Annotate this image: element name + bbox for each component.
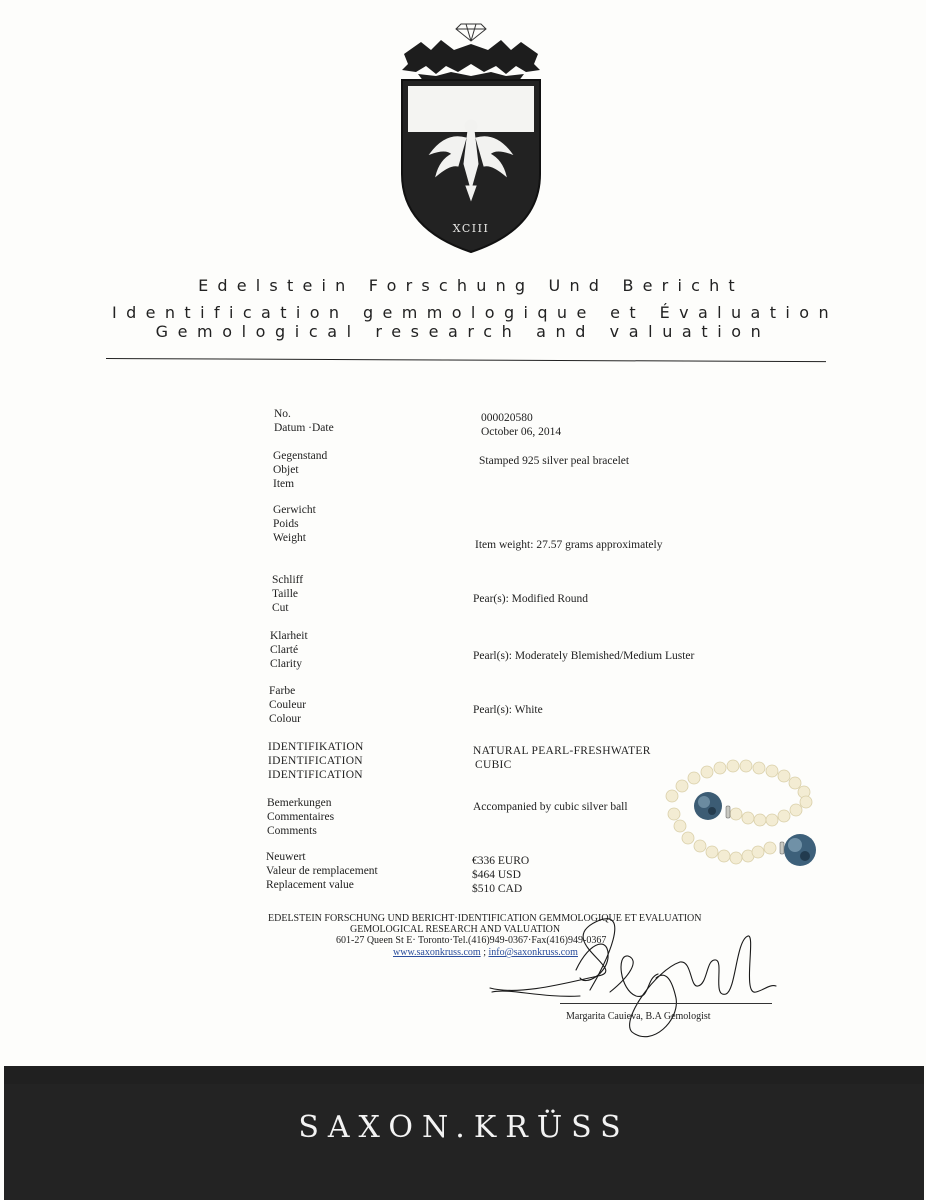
website-link[interactable]: www.saxonkruss.com [393,947,481,958]
label-replacement-en: Replacement value [266,879,354,891]
label-item-fr: Objet [273,464,299,476]
label-identification-fr: IDENTIFICATION [268,755,363,767]
value-replacement-cad: $510 CAD [472,883,523,895]
brand-name: SAXON.KRÜSS [298,1110,630,1145]
label-clarity-en: Clarity [270,658,302,670]
signatory-name: Margarita Cauieva, B.A Gemologist [566,1011,711,1022]
value-cut: Pear(s): Modified Round [473,593,588,605]
label-clarity-fr: Clarté [270,644,299,656]
value-replacement-eur: €336 EURO [472,855,530,867]
crest-numeral: XCIII [452,222,490,235]
label-date: Datum ·Date [274,422,334,434]
email-link[interactable]: info@saxonkruss.com [488,947,578,958]
footer-line-1: EDELSTEIN FORSCHUNG UND BERICHT·IDENTIFICATION GEMMOLOGIQUE ET EVALUATION [268,913,702,924]
footer-link-separator: ; [483,947,486,958]
label-colour-fr: Couleur [269,699,307,711]
signature [480,900,780,1050]
label-colour-en: Colour [269,713,301,725]
label-item-de: Gegenstand [273,450,328,462]
value-colour: Pearl(s): White [473,704,543,716]
diamond-icon [456,24,486,41]
label-identification-de: IDENTIFIKATION [268,741,364,753]
label-colour-de: Farbe [269,685,296,697]
label-comments-fr: Commentaires [267,811,335,823]
label-cut-de: Schliff [272,574,304,586]
value-replacement-usd: $464 USD [472,869,521,881]
header-divider [106,358,826,362]
label-clarity-de: Klarheit [270,630,308,642]
value-clarity: Pearl(s): Moderately Blemished/Medium Luster [473,650,695,662]
header-german: Edelstein Forschung Und Bericht [198,276,744,295]
header-french: Identification gemmologique et Évaluation [111,303,839,322]
label-weight-fr: Poids [273,518,299,530]
value-item: Stamped 925 silver peal bracelet [479,455,630,467]
footer-line-2: GEMOLOGICAL RESEARCH AND VALUATION [350,924,561,935]
label-cut-en: Cut [272,602,289,614]
label-weight-en: Weight [273,532,306,544]
label-replacement-de: Neuwert [266,851,306,863]
value-weight: Item weight: 27.57 grams approximately [475,539,663,551]
value-no: 000020580 [481,412,533,424]
silver-ball-icon [784,834,816,866]
label-cut-fr: Taille [272,588,299,600]
label-no: No. [274,408,291,420]
label-comments-en: Comments [267,825,317,837]
label-replacement-fr: Valeur de remplacement [266,865,378,877]
brand-band [4,1066,924,1200]
value-date: October 06, 2014 [481,426,562,438]
bracelet-photo [662,756,818,880]
crest-logo [396,14,546,264]
signature-line [560,1003,772,1004]
label-item-en: Item [273,478,295,490]
footer-address: 601-27 Queen St E· Toronto·Tel.(416)949-0367·Fax(416)949-0367 [336,935,607,946]
value-comments: Accompanied by cubic silver ball [473,801,628,813]
header-english: Gemological research and valuation [155,322,771,341]
value-identification-1: NATURAL PEARL-FRESHWATER [473,745,651,757]
label-comments-de: Bemerkungen [267,797,332,809]
crown-icon [402,40,540,84]
value-identification-2: CUBIC [475,759,512,771]
label-weight-de: Gerwicht [273,504,316,516]
silver-ball-icon [694,792,722,820]
label-identification-en: IDENTIFICATION [268,769,363,781]
